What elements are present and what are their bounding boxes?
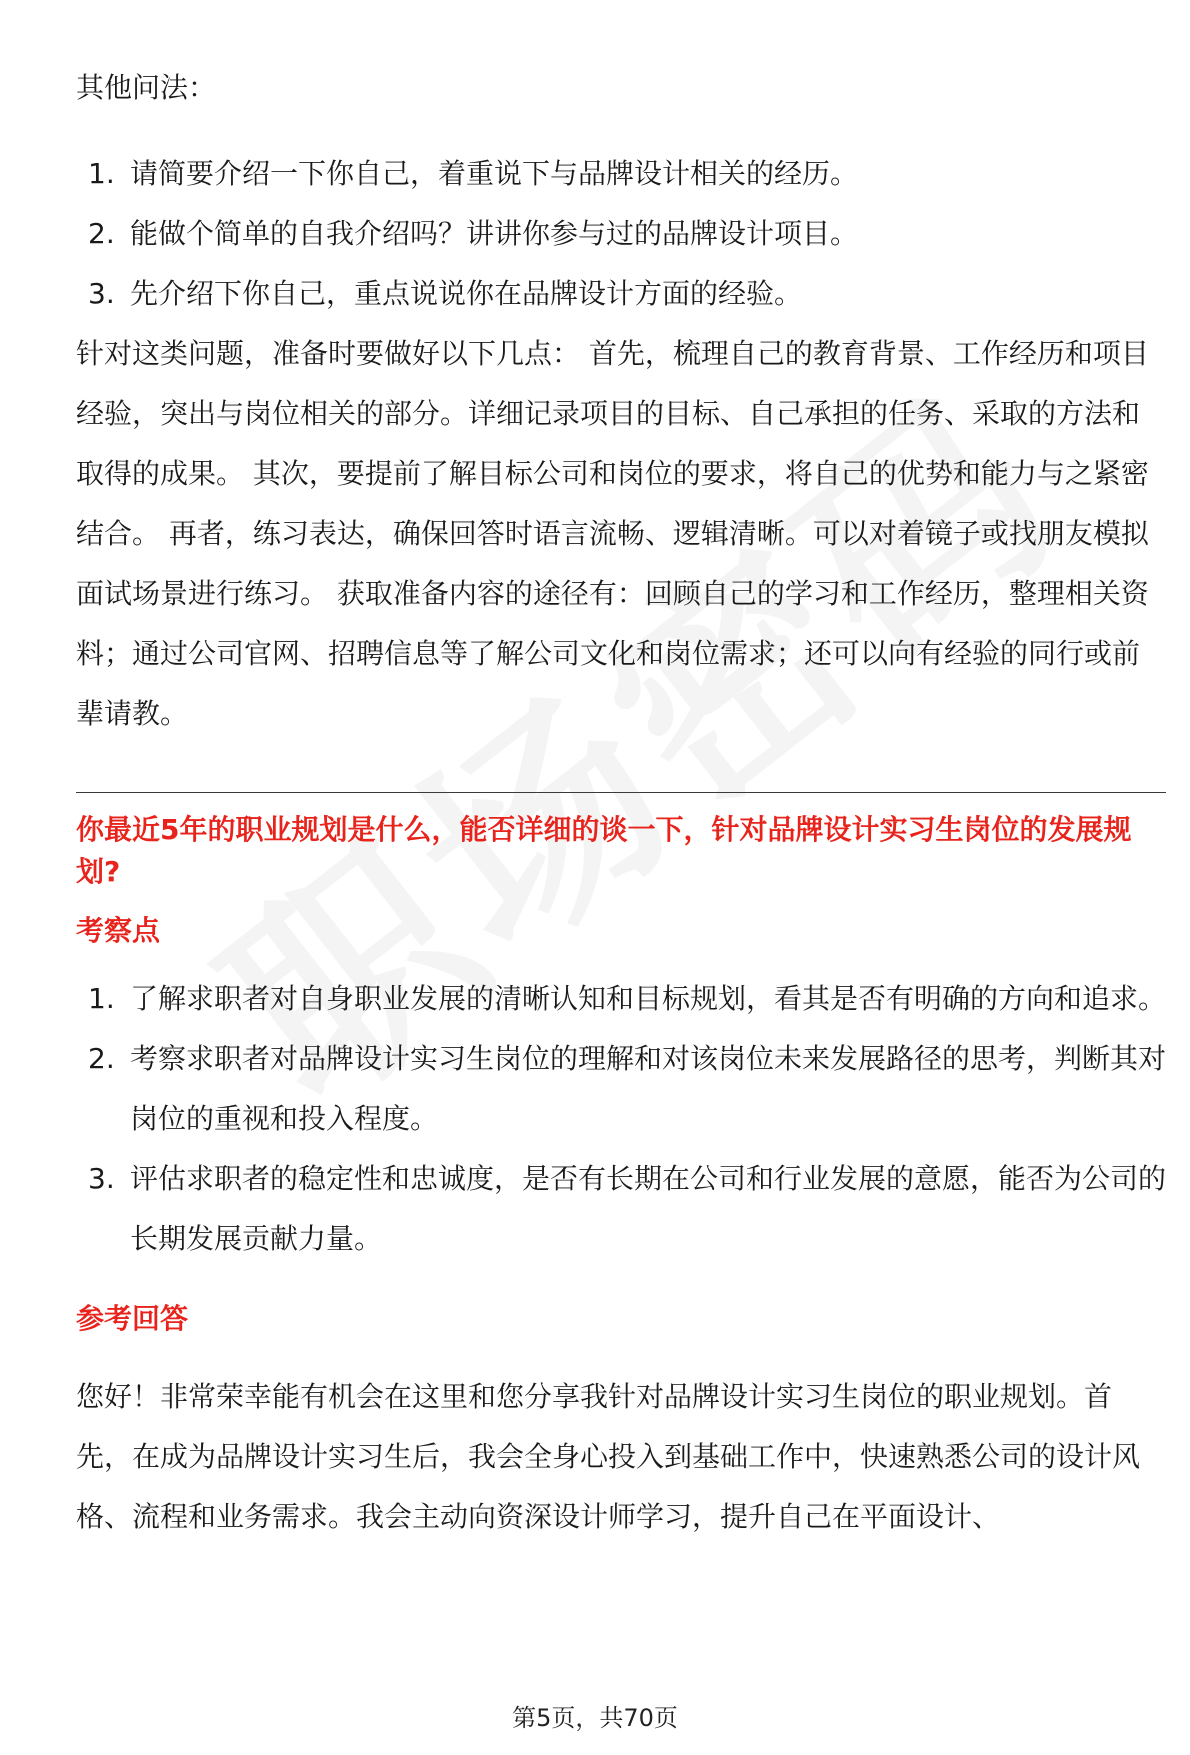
list-item-text: 能做个简单的自我介绍吗？讲讲你参与过的品牌设计项目。 (130, 217, 859, 250)
list-item-text: 了解求职者对自身职业发展的清晰认知和目标规划，看其是否有明确的方向和追求。 (130, 982, 1167, 1015)
list-item (76, 144, 1166, 204)
list-item (76, 1029, 1166, 1149)
list-number: 1. (88, 982, 115, 1015)
answer-paragraph: 您好！非常荣幸能有机会在这里和您分享我针对品牌设计实习生岗位的职业规划。首先，在成为品牌设计实习生后，我会全身心投入到基础工作中，快速熟悉公司的设计风格、流程和业务需求。我会主动向资深设计师学习，提升自己在平面设计、 (76, 1380, 1141, 1533)
list-item-text: 请简要介绍一下你自己，着重说下与品牌设计相关的经历。 (130, 157, 859, 190)
list-number: 2. (88, 1042, 115, 1075)
alt-questions-label: 其他问法： (76, 71, 217, 104)
list-number: 3. (88, 277, 115, 310)
list-item (76, 969, 1166, 1029)
list-number: 3. (88, 1162, 115, 1195)
list-number: 1. (88, 157, 115, 190)
focus-points-list (76, 969, 1166, 1269)
list-item (76, 204, 1166, 264)
answer-label: 参考回答 (76, 1302, 189, 1335)
list-item-text: 先介绍下你自己，重点说说你在品牌设计方面的经验。 (130, 277, 803, 310)
page-footer: 第5页，共70页 (512, 1704, 678, 1732)
list-item (76, 1149, 1166, 1269)
list-item-text: 评估求职者的稳定性和忠诚度，是否有长期在公司和行业发展的意愿，能否为公司的长期发展贡献力量。 (130, 1162, 1167, 1255)
prep-paragraph: 针对这类问题，准备时要做好以下几点： 首先，梳理自己的教育背景、工作经历和项目经验，突出与岗位相关的部分。详细记录项目的目标、自己承担的任务、采取的方法和取得的成果。 其次，要提前了解目标公司和岗位的要求，将自己的优势和能力与之紧密结合。 再者，练习表达，确保回答时语言流畅、逻辑清晰。可以对着镜子或找朋友模拟面试场景进行练习。 获取准备内容的途径有：回顾自己的学习和工作经历，整理相关资料；通过公司官网、招聘信息等了解公司文化和岗位需求；还可以向有经验的同行或前辈请教。 (76, 337, 1149, 730)
section-divider (76, 792, 1166, 793)
document-page (76, 58, 1166, 1547)
list-item (76, 264, 1166, 324)
list-number: 2. (88, 217, 115, 250)
focus-label: 考察点 (76, 914, 161, 947)
list-item-text: 考察求职者对品牌设计实习生岗位的理解和对该岗位未来发展路径的思考，判断其对岗位的重视和投入程度。 (130, 1042, 1167, 1135)
question-heading: 你最近5年的职业规划是什么，能否详细的谈一下，针对品牌设计实习生岗位的发展规划? (76, 813, 1132, 888)
alt-questions-list (76, 144, 1166, 324)
